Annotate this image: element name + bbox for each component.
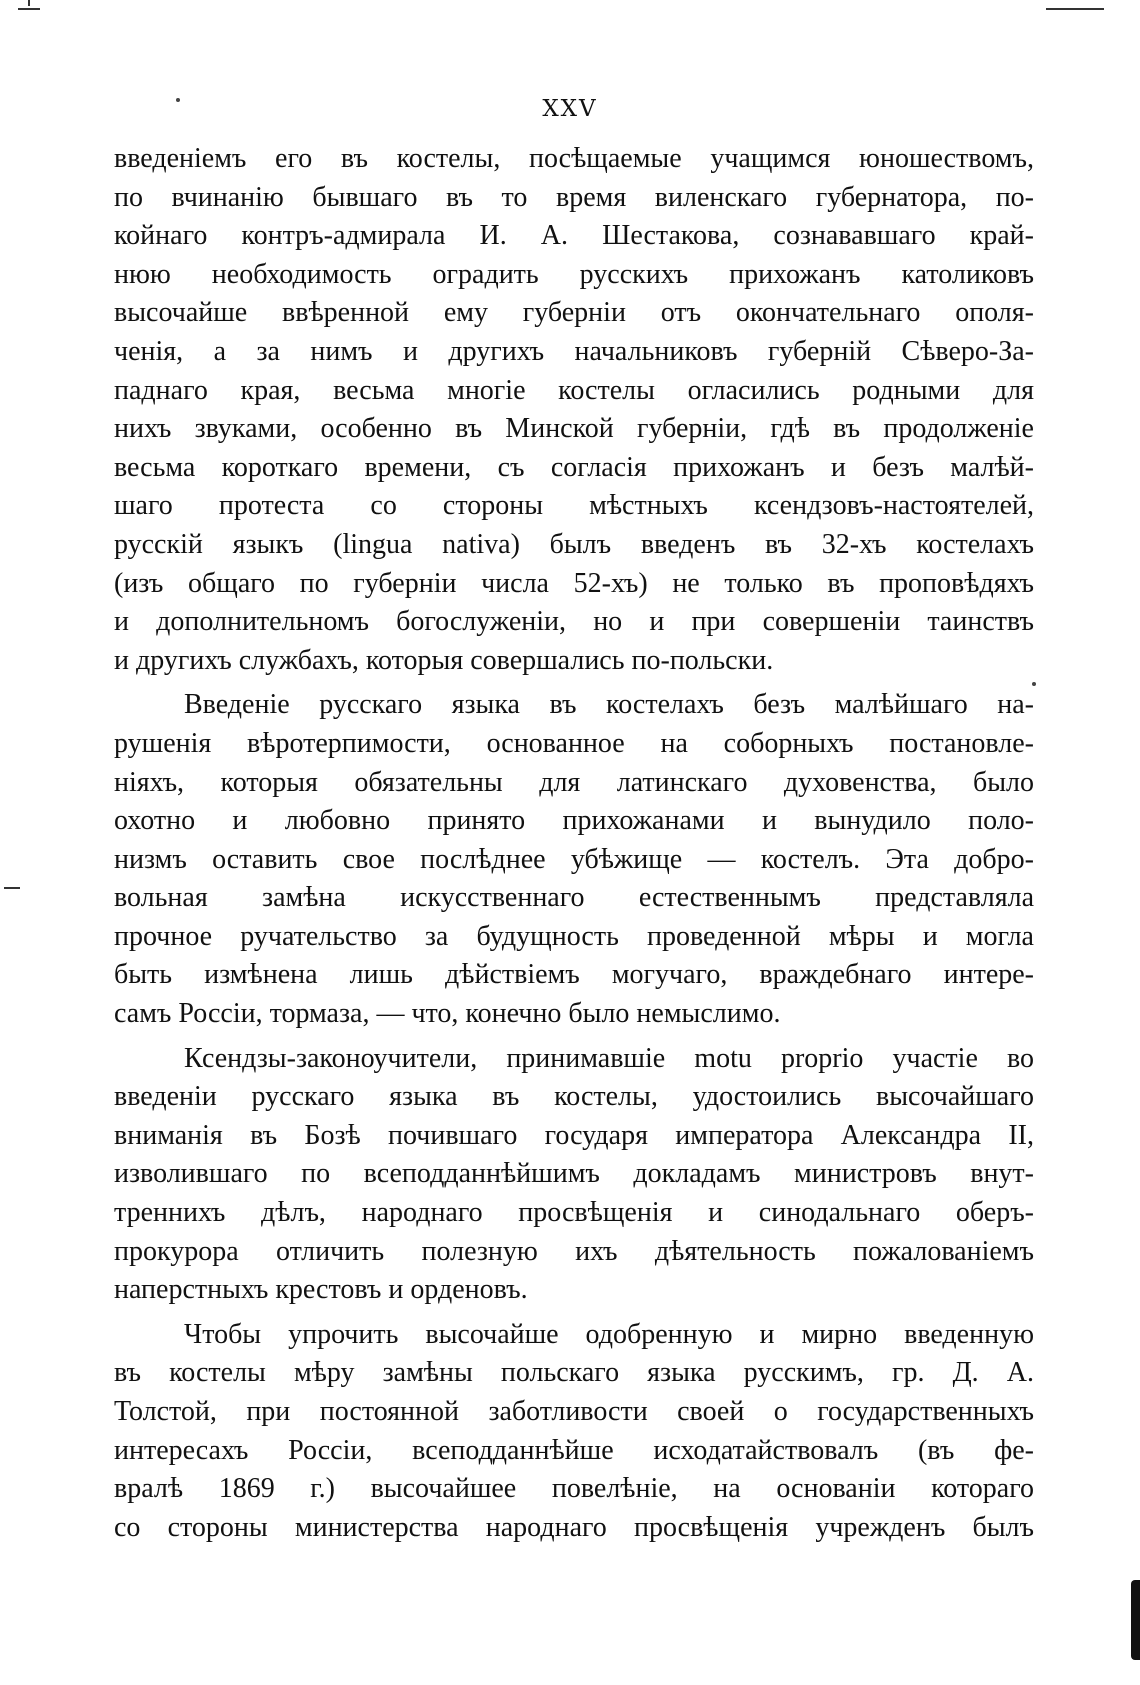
text-line: изволившаго по всеподданнѣйшимъ докладамъ министровъ внут- (114, 1158, 1034, 1190)
text-line: вниманія въ Бозѣ почившаго государя императора Александра II, (114, 1119, 1034, 1151)
text-line: по вчинанію бывшаго въ то время виленскаго губернатора, по- (114, 181, 1034, 213)
text-line: (изъ общаго по губерніи числа 52-хъ) не только въ проповѣдяхъ (114, 567, 1034, 599)
text-line: прокурора отличить полезную ихъ дѣятельность пожалованіемъ (114, 1235, 1034, 1267)
text-line: ніяхъ, которыя обязательны для латинскаго духовенства, было (114, 766, 1034, 798)
text-line: койнаго контръ-адмирала И. А. Шестакова, сознававшаго край- (114, 220, 1034, 252)
paragraph (114, 1316, 1034, 1548)
text-line: ченія, а за нимъ и другихъ начальниковъ губерній Сѣверо-За- (114, 335, 1034, 367)
paragraph (114, 686, 1034, 1033)
text-line: въ костелы мѣру замѣны польскаго языка русскимъ, гр. Д. А. (114, 1357, 1034, 1389)
text-line: введеніи русскаго языка въ костелы, удостоились высочайшаго (114, 1081, 1034, 1113)
text-line: Введеніе русскаго языка въ костелахъ безъ малѣйшаго на- (184, 689, 1034, 721)
text-line: со стороны министерства народнаго просвѣщенія учрежденъ былъ (114, 1511, 1034, 1543)
body-text (114, 140, 1034, 1547)
text-line: нюю необходимость оградить русскихъ прихожанъ католиковъ (114, 258, 1034, 290)
scan-mark (28, 0, 30, 6)
text-line: весьма короткаго времени, съ согласія прихожанъ и безъ малѣй- (114, 451, 1034, 483)
paragraph (114, 140, 1034, 680)
scan-mark (18, 8, 40, 10)
page-edge-shadow (1131, 1580, 1140, 1660)
text-line: прочное ручательство за будущность проведенной мѣры и могла (114, 920, 1034, 952)
text-line: Толстой, при постоянной заботливости своей о государственныхъ (114, 1396, 1034, 1427)
scan-mark (4, 887, 20, 889)
text-line: паднаго края, весьма многіе костелы огласились родными для (114, 374, 1034, 406)
scan-mark (1046, 8, 1104, 10)
text-line: Чтобы упрочить высочайше одобренную и мирно введенную (184, 1318, 1034, 1350)
text-line: треннихъ дѣлъ, народнаго просвѣщенія и синодальнаго оберъ- (114, 1197, 1034, 1229)
text-line: быть измѣнена лишь дѣйствіемъ могучаго, враждебнаго интере- (114, 959, 1034, 991)
text-line: нихъ звуками, особенно въ Минской губерніи, гдѣ въ продолженіе (114, 413, 1034, 445)
text-line: и дополнительномъ богослуженіи, но и при совершеніи таинствъ (114, 606, 1034, 638)
text-line: русскій языкъ (lingua nativa) былъ введенъ въ 32-хъ костелахъ (114, 528, 1034, 560)
paragraph (114, 1040, 1034, 1310)
text-line: охотно и любовно принято прихожанами и вынудило поло- (114, 805, 1034, 837)
text-line: и другихъ службахъ, которыя совершались по-польски. (114, 644, 774, 676)
page-number: XXV (542, 96, 598, 122)
text-line: высочайше ввѣренной ему губерніи отъ окончательнаго ополя- (114, 297, 1034, 329)
text-line: вольная замѣна искусственнаго естественнымъ представляла (114, 882, 1034, 914)
text-line: самъ Россіи, тормаза, — что, конечно было немыслимо. (114, 998, 781, 1030)
text-line: шаго протеста со стороны мѣстныхъ ксендзовъ-настоятелей, (114, 490, 1034, 522)
text-line: вралѣ 1869 г.) высочайшее повелѣніе, на основаніи котораго (114, 1473, 1034, 1505)
text-line: рушенія вѣротерпимости, основанное на соборныхъ постановле- (114, 727, 1034, 759)
text-line: введеніемъ его въ костелы, посѣщаемые учащимся юношествомъ, (114, 143, 1034, 174)
text-line: наперстныхъ крестовъ и орденовъ. (114, 1274, 528, 1306)
text-line: интересахъ Россіи, всеподданнѣйше исходатайствовалъ (въ фе- (114, 1434, 1034, 1466)
text-line: Ксендзы-законоучители, принимавшіе motu proprio участіе во (184, 1042, 1034, 1074)
text-line: низмъ оставить свое послѣднее убѣжище — костелъ. Эта добро- (114, 843, 1034, 875)
